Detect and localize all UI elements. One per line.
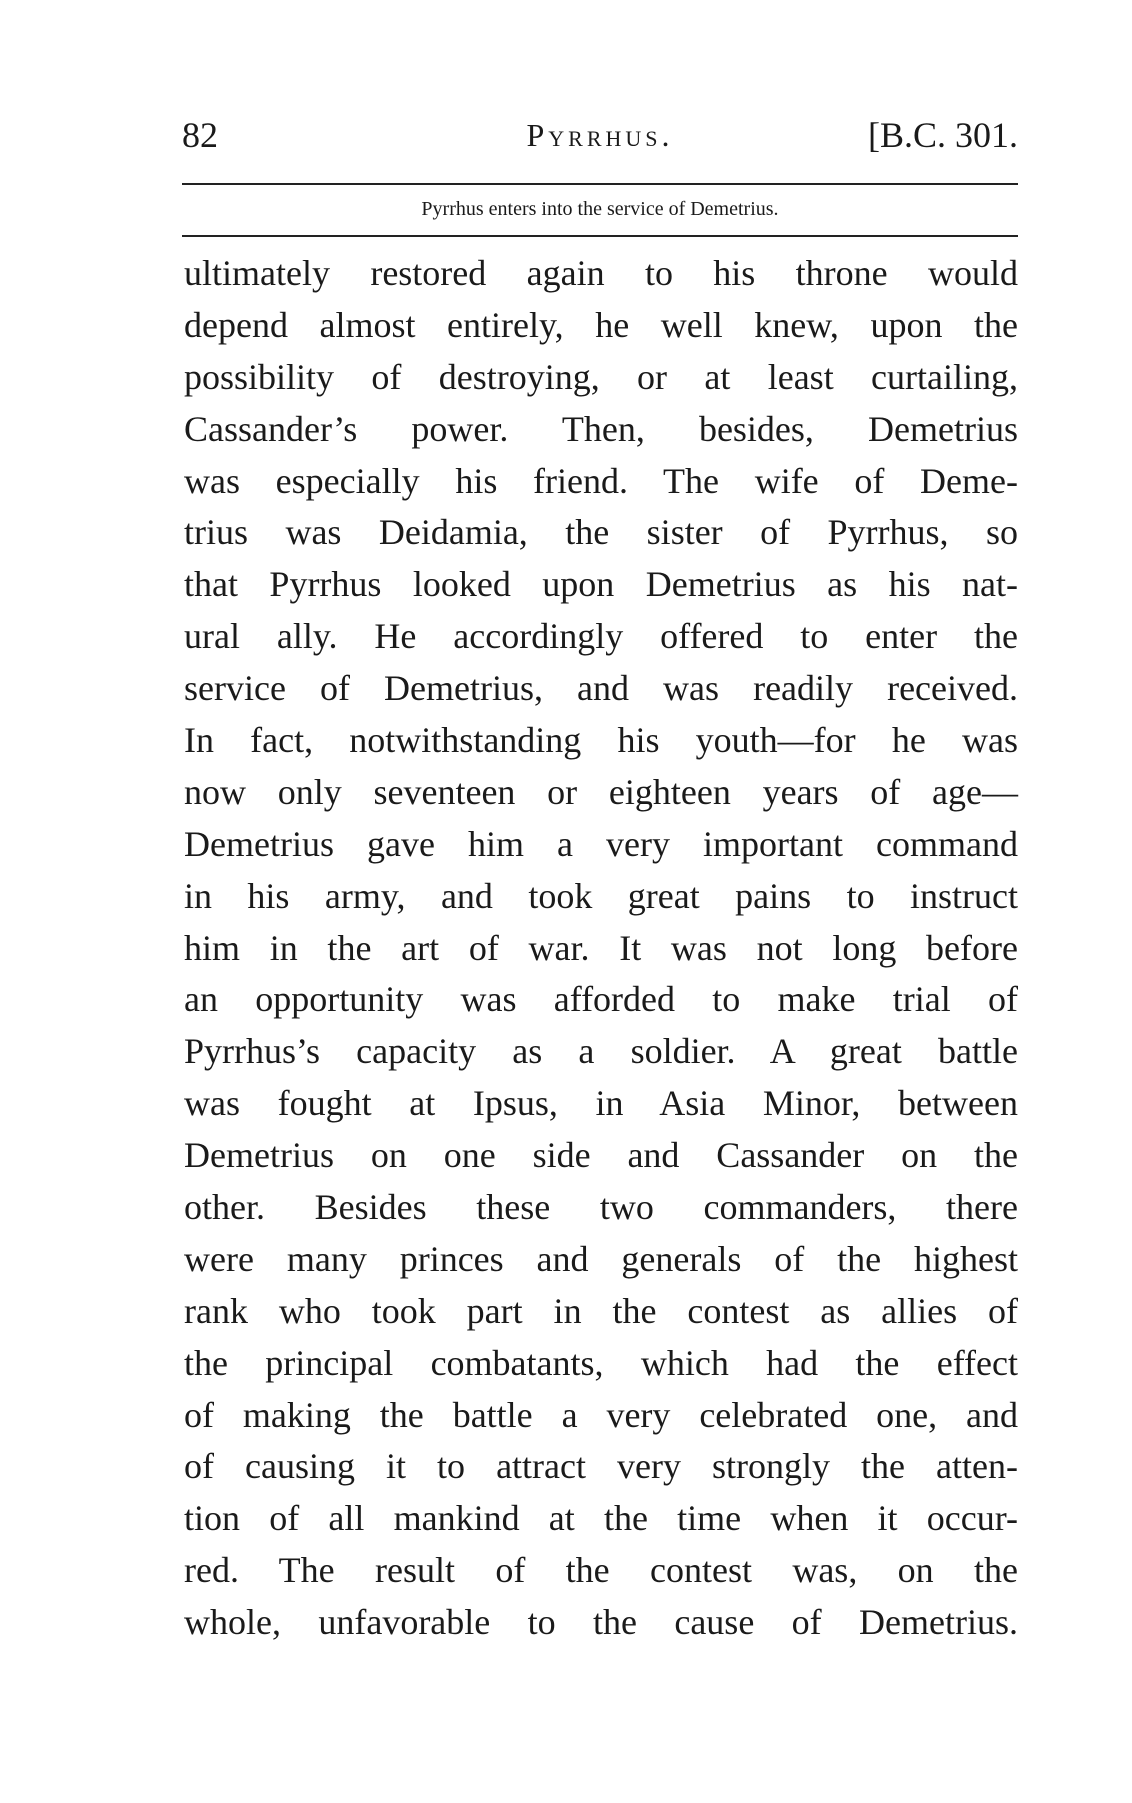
text-line: that Pyrrhus looked upon Demetrius as his nat-	[184, 564, 1018, 605]
text-line: Demetrius gave him a very important command	[184, 823, 1018, 864]
text-line: other. Besides these two commanders, there	[184, 1187, 1018, 1228]
text-line: In fact, notwithstanding his youth—for he was	[184, 720, 1018, 761]
text-line: service of Demetrius, and was readily received.	[184, 668, 1018, 709]
section-subheading: Pyrrhus enters into the service of Demetrius.	[421, 198, 779, 220]
text-line: Pyrrhus’s capacity as a soldier. A great battle	[184, 1031, 1018, 1072]
text-line: in his army, and took great pains to instruct	[184, 875, 1018, 916]
text-line: whole, unfavorable to the cause of Demetrius.	[184, 1602, 1018, 1643]
text-line: were many princes and generals of the highest	[184, 1238, 1018, 1279]
text-line: depend almost entirely, he well knew, upon the	[184, 304, 1018, 345]
text-line: Demetrius on one side and Cassander on the	[184, 1135, 1018, 1176]
page-number: 82	[182, 115, 218, 155]
text-line: red. The result of the contest was, on the	[184, 1550, 1018, 1591]
body-text	[184, 248, 1018, 1649]
text-line: rank who took part in the contest as allies of	[184, 1290, 1018, 1331]
text-line: him in the art of war. It was not long before	[184, 927, 1018, 968]
date-marker: [B.C. 301.	[867, 115, 1018, 155]
text-line: of making the battle a very celebrated one, and	[184, 1394, 1018, 1435]
text-line: was fought at Ipsus, in Asia Minor, between	[184, 1083, 1018, 1124]
text-line: Cassander’s power. Then, besides, Demetrius	[184, 408, 1018, 449]
text-line: ural ally. He accordingly offered to enter the	[184, 616, 1018, 657]
book-title: Pyrrhus.	[526, 117, 674, 153]
text-line: ultimately restored again to his throne would	[184, 253, 1018, 293]
text-line: of causing it to attract very strongly the atten-	[184, 1446, 1018, 1487]
text-line: the principal combatants, which had the effect	[184, 1342, 1018, 1383]
text-line: possibility of destroying, or at least curtailing,	[184, 356, 1018, 397]
text-line: was especially his friend. The wife of Deme-	[184, 460, 1018, 501]
text-line: trius was Deidamia, the sister of Pyrrhus, so	[184, 512, 1018, 553]
text-line: now only seventeen or eighteen years of age—	[184, 771, 1018, 812]
text-line: tion of all mankind at the time when it occur-	[184, 1498, 1018, 1539]
header-rule-top	[182, 183, 1018, 185]
header-rule-bottom	[182, 235, 1018, 237]
text-line: an opportunity was afforded to make trial of	[184, 979, 1018, 1020]
running-head	[182, 108, 1018, 162]
